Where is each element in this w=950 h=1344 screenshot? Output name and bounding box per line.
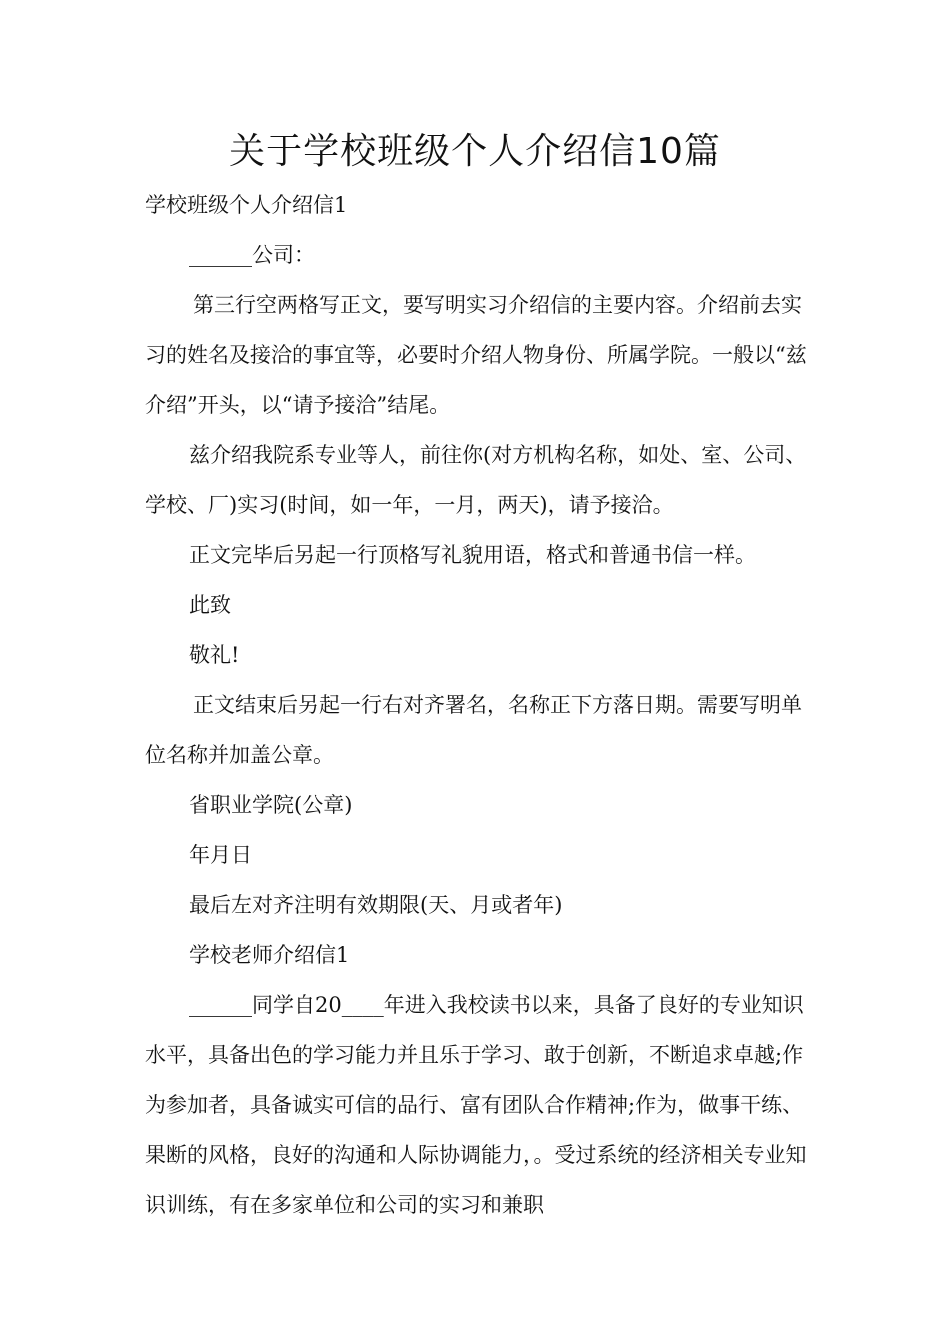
section-heading-class-letter: 学校班级个人介绍信1 [145,193,348,217]
paragraph-validity-note: 最后左对齐注明有效期限(天、月或者年) [189,893,563,917]
paragraph-signature-note: 正文结束后另起一行右对齐署名，名称正下方落日期。需要写明单位名称并加盖公章。 [145,693,802,767]
paragraph-closing-note: 正文完毕后另起一行顶格写礼貌用语，格式和普通书信一样。 [189,543,756,567]
paragraph-body-instructions: 第三行空两格写正文，要写明实习介绍信的主要内容。介绍前去实习的姓名及接洽的事宜等，必要时介绍人物身份、所属学院。一般以“兹介绍”开头，以“请予接洽”结尾。 [145,293,807,417]
paragraph-student-recommendation: ______同学自20____年进入我校读书以来，具备了良好的专业知识水平，具备出色的学习能力并且乐于学习、敢于创新，不断追求卓越;作为参加者，具备诚实可信的品行、富有团队合作精神;作为，做事干练、果断的风格，良好的沟通和人际协调能力，。受过系统的经济相关专业知识训练，有在多家单位和公司的实习和兼职 [145,993,807,1217]
document-body [145,180,807,1230]
salutation-company: ______公司： [189,243,315,267]
closing-phrase-cizhi: 此致 [189,593,231,617]
signature-institution: 省职业学院(公章) [189,793,353,817]
signature-date: 年月日 [189,843,252,867]
closing-phrase-jingli: 敬礼! [189,643,240,667]
section-heading-teacher-letter: 学校老师介绍信1 [189,943,350,967]
paragraph-introduction: 兹介绍我院系专业等人，前往你(对方机构名称，如处、室、公司、学校、厂)实习(时间，如一年，一月，两天)，请予接洽。 [145,443,807,517]
document-title: 关于学校班级个人介绍信10篇 [229,131,721,172]
